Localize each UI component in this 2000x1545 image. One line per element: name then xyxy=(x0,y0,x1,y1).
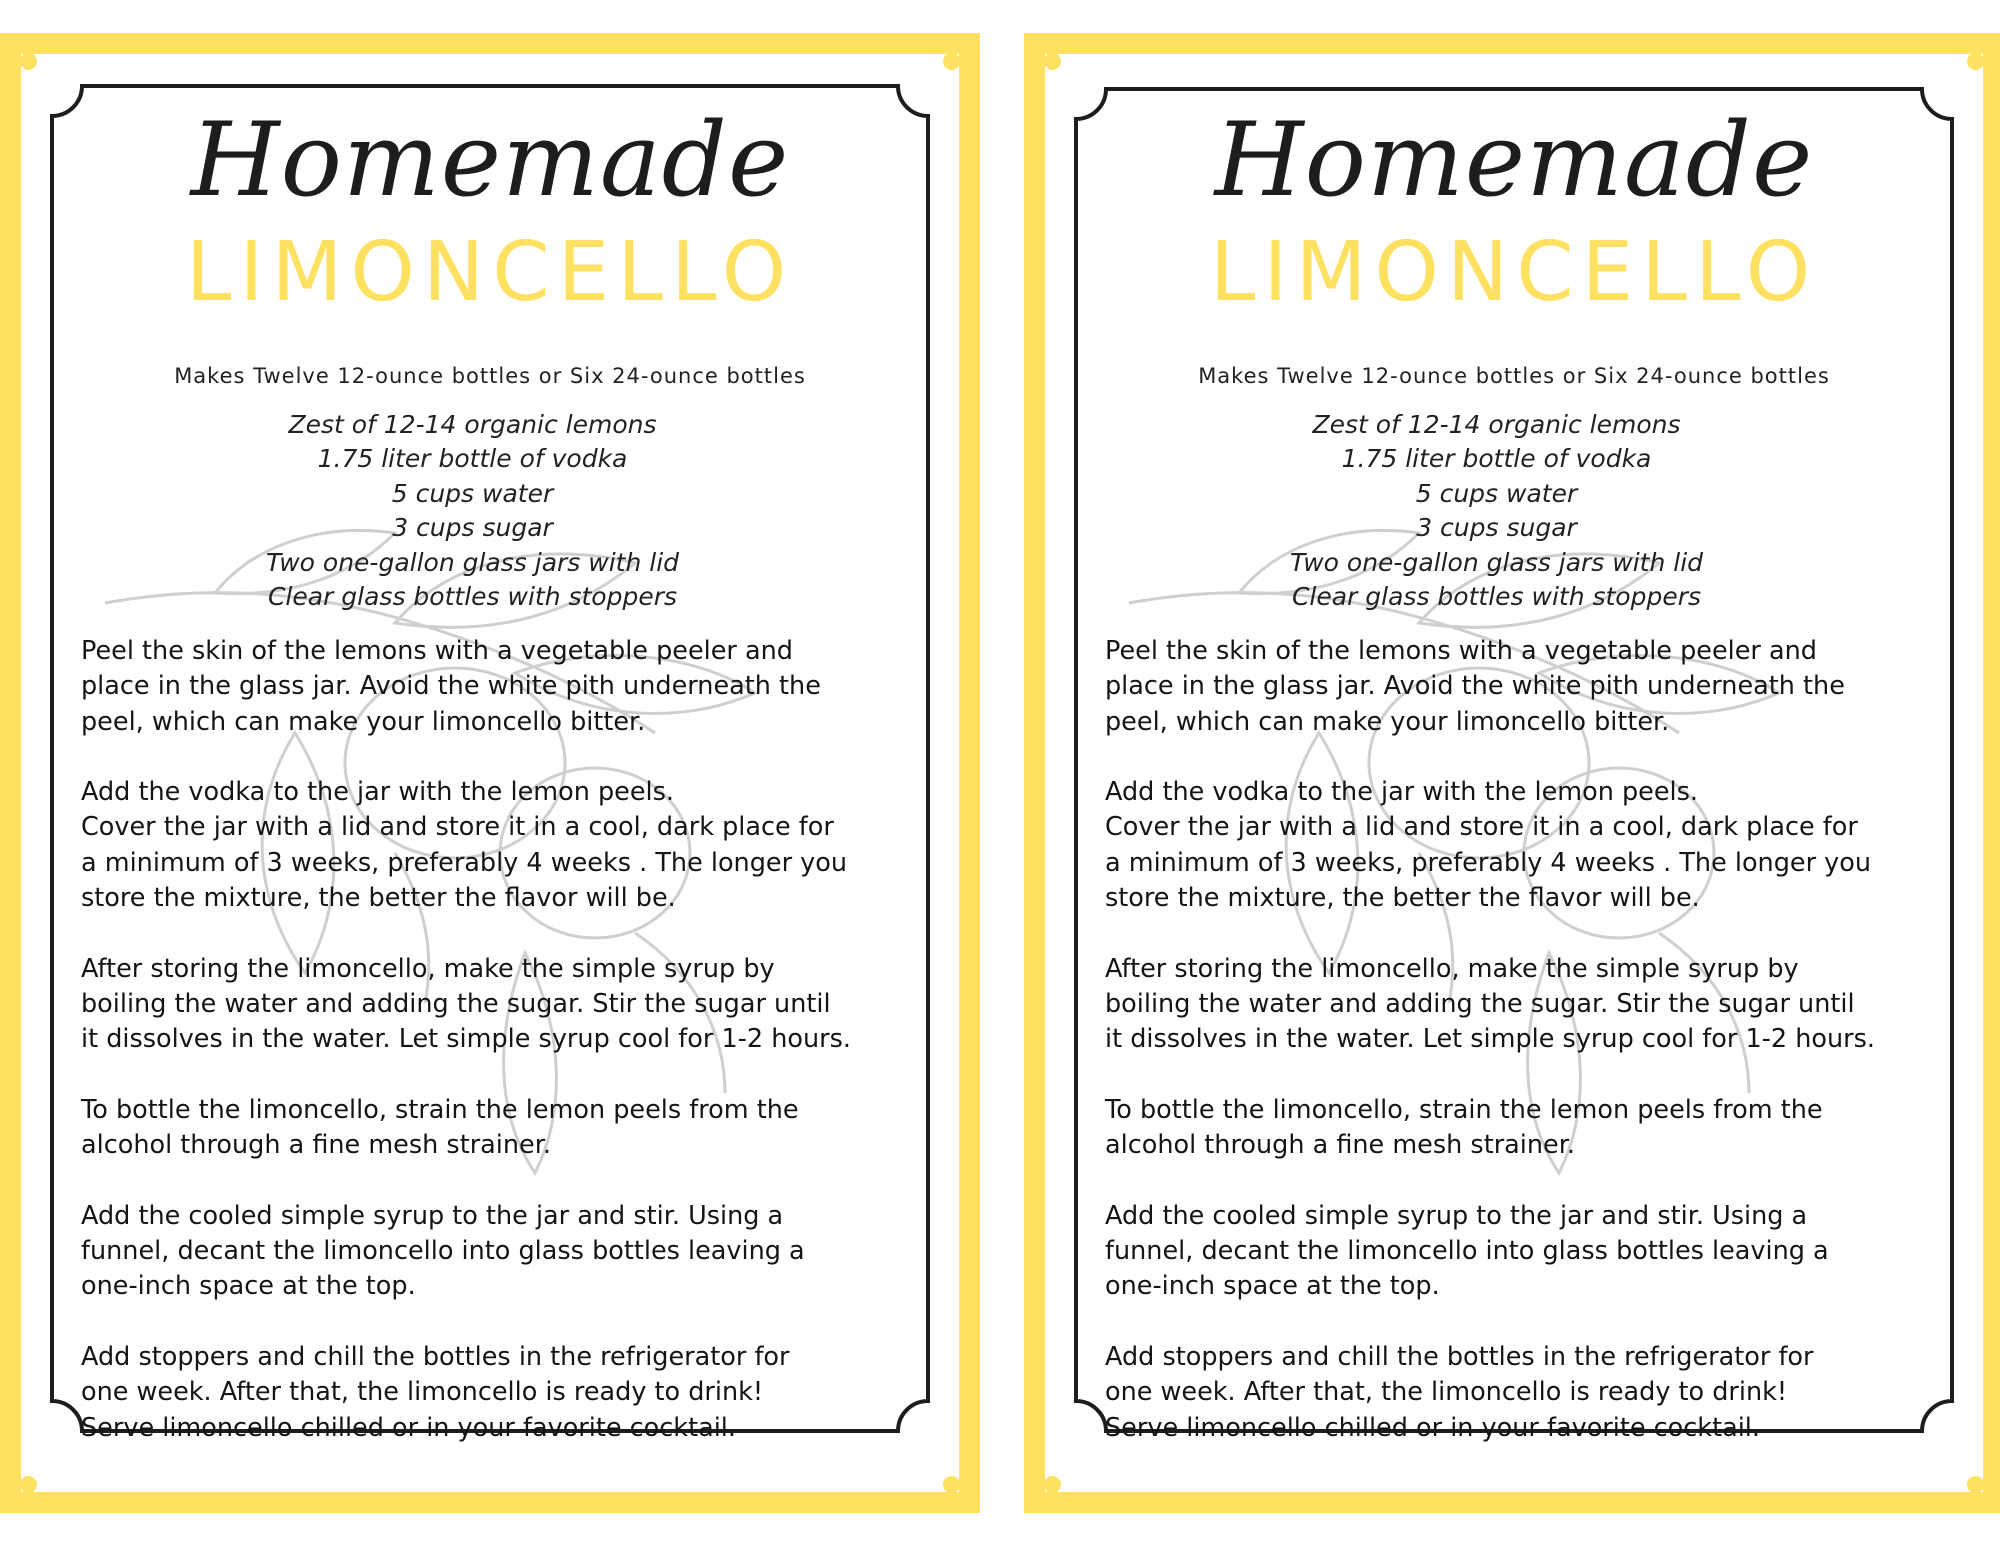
step-line: Add the cooled simple syrup to the jar and stir. Using a xyxy=(81,1200,784,1231)
ingredient-list xyxy=(1024,408,1969,614)
title-script: Homemade xyxy=(1214,101,1814,220)
ingredient-list xyxy=(0,408,945,614)
step-line: store the mixture, the better the flavor will be. xyxy=(1105,883,1700,914)
page-title: LIMONCELLO xyxy=(185,225,795,320)
step-paragraph xyxy=(1105,952,1935,1058)
step-line: To bottle the limoncello, strain the lemon peels from the xyxy=(81,1094,799,1125)
step-paragraph xyxy=(81,1093,911,1164)
step-line: store the mixture, the better the flavor will be. xyxy=(81,883,676,914)
ingredient-item: Zest of 12-14 organic lemons xyxy=(1312,410,1681,439)
yield-note: Makes Twelve 12-ounce bottles or Six 24-ounce bottles xyxy=(174,364,806,388)
step-line: Add the vodka to the jar with the lemon peels. xyxy=(1105,777,1698,808)
step-line: Peel the skin of the lemons with a vegetable peeler and xyxy=(81,636,793,666)
instruction-steps xyxy=(1105,634,1935,1481)
step-paragraph xyxy=(1105,1199,1935,1305)
step-line: place in the glass jar. Avoid the white pith underneath the xyxy=(1105,671,1845,702)
step-line: Serve limoncello chilled or in your favorite cocktail. xyxy=(81,1412,736,1443)
step-paragraph xyxy=(1105,634,1935,740)
step-line: peel, which can make your limoncello bitter. xyxy=(1105,706,1670,737)
step-line: boiling the water and adding the sugar. Stir the sugar until xyxy=(81,988,831,1019)
step-line: place in the glass jar. Avoid the white pith underneath the xyxy=(81,671,821,702)
step-line: peel, which can make your limoncello bitter. xyxy=(81,706,646,737)
step-line: To bottle the limoncello, strain the lemon peels from the xyxy=(1105,1094,1823,1125)
recipe-card-left xyxy=(0,33,980,1513)
step-line: Add stoppers and chill the bottles in the refrigerator for xyxy=(1105,1341,1814,1372)
ingredient-item: Clear glass bottles with stoppers xyxy=(1291,582,1702,612)
step-paragraph xyxy=(1105,1340,1935,1446)
step-line: After storing the limoncello, make the simple syrup by xyxy=(81,953,775,984)
step-line: alcohol through a fine mesh strainer. xyxy=(1105,1130,1575,1161)
step-paragraph xyxy=(81,1199,911,1305)
step-line: one week. After that, the limoncello is ready to drink! xyxy=(1105,1377,1788,1408)
yield-note: Makes Twelve 12-ounce bottles or Six 24-ounce bottles xyxy=(1198,364,1830,388)
ingredient-item: 3 cups sugar xyxy=(1416,513,1577,543)
recipe-card-right xyxy=(1024,33,2000,1513)
step-line: a minimum of 3 weeks, preferably 4 weeks . The longer you xyxy=(1105,847,1872,878)
step-line: it dissolves in the water. Let simple syrup cool for 1-2 hours. xyxy=(81,1024,851,1055)
step-line: boiling the water and adding the sugar. Stir the sugar until xyxy=(1105,988,1855,1019)
ingredient-item: 5 cups water xyxy=(1415,478,1578,508)
step-line: Cover the jar with a lid and store it in a cool, dark place for xyxy=(1105,812,1858,843)
ingredient-item: 5 cups water xyxy=(391,478,554,508)
ingredient-item: 1.75 liter bottle of vodka xyxy=(1341,444,1652,474)
page-title: LIMONCELLO xyxy=(1209,225,1819,320)
instruction-steps xyxy=(81,634,911,1481)
step-line: Add stoppers and chill the bottles in the refrigerator for xyxy=(81,1341,790,1372)
ingredient-item: Two one-gallon glass jars with lid xyxy=(1289,547,1704,577)
step-paragraph xyxy=(81,775,911,916)
step-paragraph xyxy=(81,952,911,1058)
ingredient-item: Two one-gallon glass jars with lid xyxy=(265,547,680,577)
step-line: Peel the skin of the lemons with a vegetable peeler and xyxy=(1105,636,1817,666)
step-paragraph xyxy=(81,634,911,740)
ingredient-item: 3 cups sugar xyxy=(392,513,553,543)
step-line: Cover the jar with a lid and store it in a cool, dark place for xyxy=(81,812,834,843)
step-line: one week. After that, the limoncello is ready to drink! xyxy=(81,1377,764,1408)
step-line: one-inch space at the top. xyxy=(81,1271,416,1302)
step-line: Add the cooled simple syrup to the jar and stir. Using a xyxy=(1105,1200,1808,1231)
step-line: it dissolves in the water. Let simple syrup cool for 1-2 hours. xyxy=(1105,1024,1875,1055)
step-paragraph xyxy=(81,1340,911,1446)
step-line: one-inch space at the top. xyxy=(1105,1271,1440,1302)
step-line: funnel, decant the limoncello into glass bottles leaving a xyxy=(81,1236,805,1267)
step-line: a minimum of 3 weeks, preferably 4 weeks . The longer you xyxy=(81,847,848,878)
ingredient-item: Clear glass bottles with stoppers xyxy=(267,582,678,612)
step-paragraph xyxy=(1105,775,1935,916)
ingredient-item: Zest of 12-14 organic lemons xyxy=(288,410,657,439)
step-line: alcohol through a fine mesh strainer. xyxy=(81,1130,551,1161)
title-script: Homemade xyxy=(190,101,790,220)
step-line: After storing the limoncello, make the simple syrup by xyxy=(1105,953,1799,984)
step-line: Add the vodka to the jar with the lemon peels. xyxy=(81,777,674,808)
step-paragraph xyxy=(1105,1093,1935,1164)
step-line: funnel, decant the limoncello into glass bottles leaving a xyxy=(1105,1236,1829,1267)
ingredient-item: 1.75 liter bottle of vodka xyxy=(317,444,628,474)
step-line: Serve limoncello chilled or in your favorite cocktail. xyxy=(1105,1412,1760,1443)
